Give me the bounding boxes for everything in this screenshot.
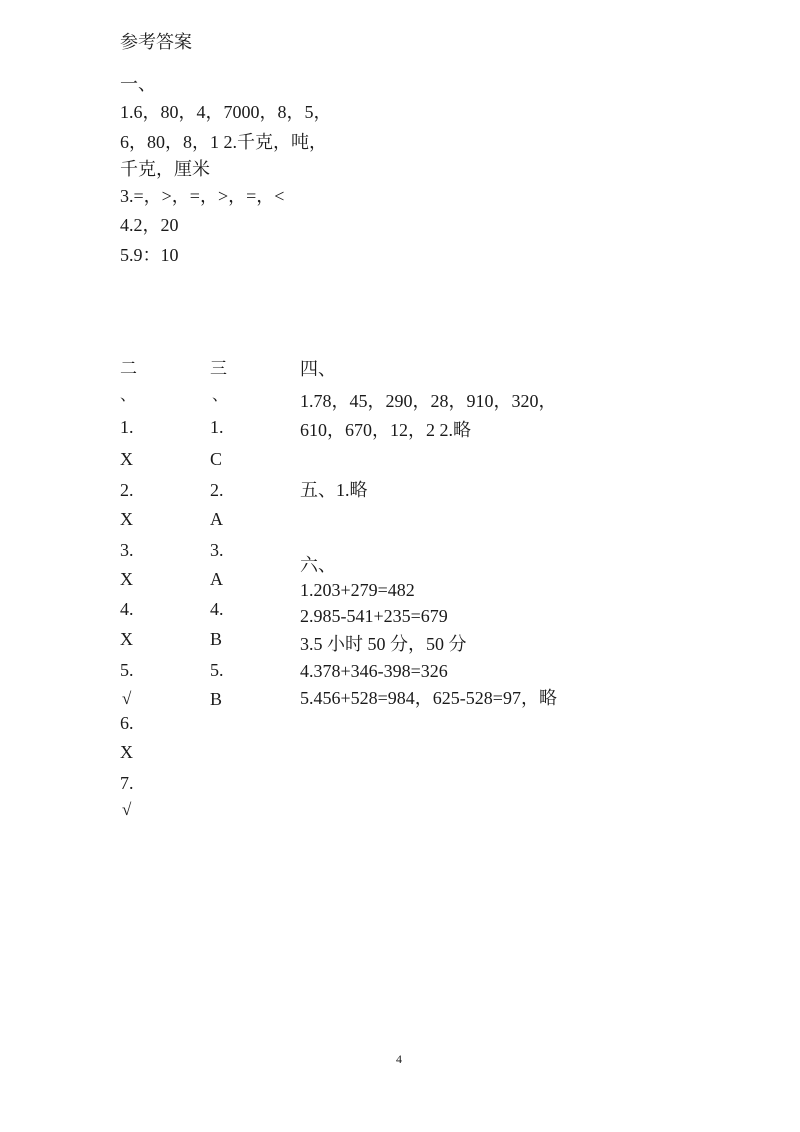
section2-item: 1. bbox=[120, 417, 134, 437]
section3-heading-mark: 、 bbox=[212, 387, 229, 404]
section3-item: A bbox=[210, 509, 223, 529]
section3-item: B bbox=[210, 629, 223, 649]
section4-line: 610，670，12，2 2.略 bbox=[300, 420, 471, 440]
section1-line: 5.9：10 bbox=[120, 245, 179, 265]
section3-item: A bbox=[210, 569, 223, 589]
section3-item: B bbox=[210, 689, 223, 709]
section1-line: 3.=，>，=，>，=，< bbox=[120, 186, 285, 206]
section3-item: C bbox=[210, 449, 223, 469]
section1-line: 千克，厘米 bbox=[120, 159, 210, 179]
section2-item: √ bbox=[122, 800, 132, 819]
section2-item: X bbox=[120, 449, 133, 469]
section3-item: 4. bbox=[210, 599, 224, 619]
section2-item: X bbox=[120, 742, 133, 762]
section6-line: 5.456+528=984，625-528=97，略 bbox=[300, 688, 557, 708]
section6-heading: 六、 bbox=[300, 555, 336, 575]
section1-line: 4.2，20 bbox=[120, 215, 179, 235]
section6-line: 4.378+346-398=326 bbox=[300, 661, 448, 681]
page-number: 4 bbox=[396, 1052, 402, 1066]
section2-heading: 二 bbox=[120, 359, 137, 378]
section3-heading: 三 bbox=[210, 359, 227, 378]
section3-item: 5. bbox=[210, 660, 224, 680]
section4-heading: 四、 bbox=[300, 359, 336, 379]
section2-item: 3. bbox=[120, 540, 134, 560]
section2-item: 4. bbox=[120, 599, 134, 619]
section2-item: 5. bbox=[120, 660, 134, 680]
section2-item: 6. bbox=[120, 713, 134, 733]
section3-item: 3. bbox=[210, 540, 224, 560]
section5-line: 五、1.略 bbox=[300, 480, 368, 500]
section6-line: 3.5 小时 50 分，50 分 bbox=[300, 634, 467, 654]
section2-item: 7. bbox=[120, 773, 134, 793]
section6-line: 1.203+279=482 bbox=[300, 580, 415, 600]
section2-heading-mark: 、 bbox=[120, 387, 137, 404]
section1-heading: 一、 bbox=[120, 74, 156, 94]
page-title: 参考答案 bbox=[120, 32, 192, 52]
section2-item: X bbox=[120, 629, 133, 649]
section1-line: 6，80，8，1 2.千克，吨， bbox=[120, 132, 327, 152]
section1-line: 1.6，80，4，7000，8，5， bbox=[120, 102, 332, 122]
section4-line: 1.78，45，290，28，910，320， bbox=[300, 391, 557, 411]
section3-item: 1. bbox=[210, 417, 224, 437]
section3-item: 2. bbox=[210, 480, 224, 500]
section2-item: X bbox=[120, 509, 133, 529]
section2-item: 2. bbox=[120, 480, 134, 500]
section2-item: √ bbox=[122, 689, 132, 708]
section2-item: X bbox=[120, 569, 133, 589]
section6-line: 2.985-541+235=679 bbox=[300, 606, 448, 626]
